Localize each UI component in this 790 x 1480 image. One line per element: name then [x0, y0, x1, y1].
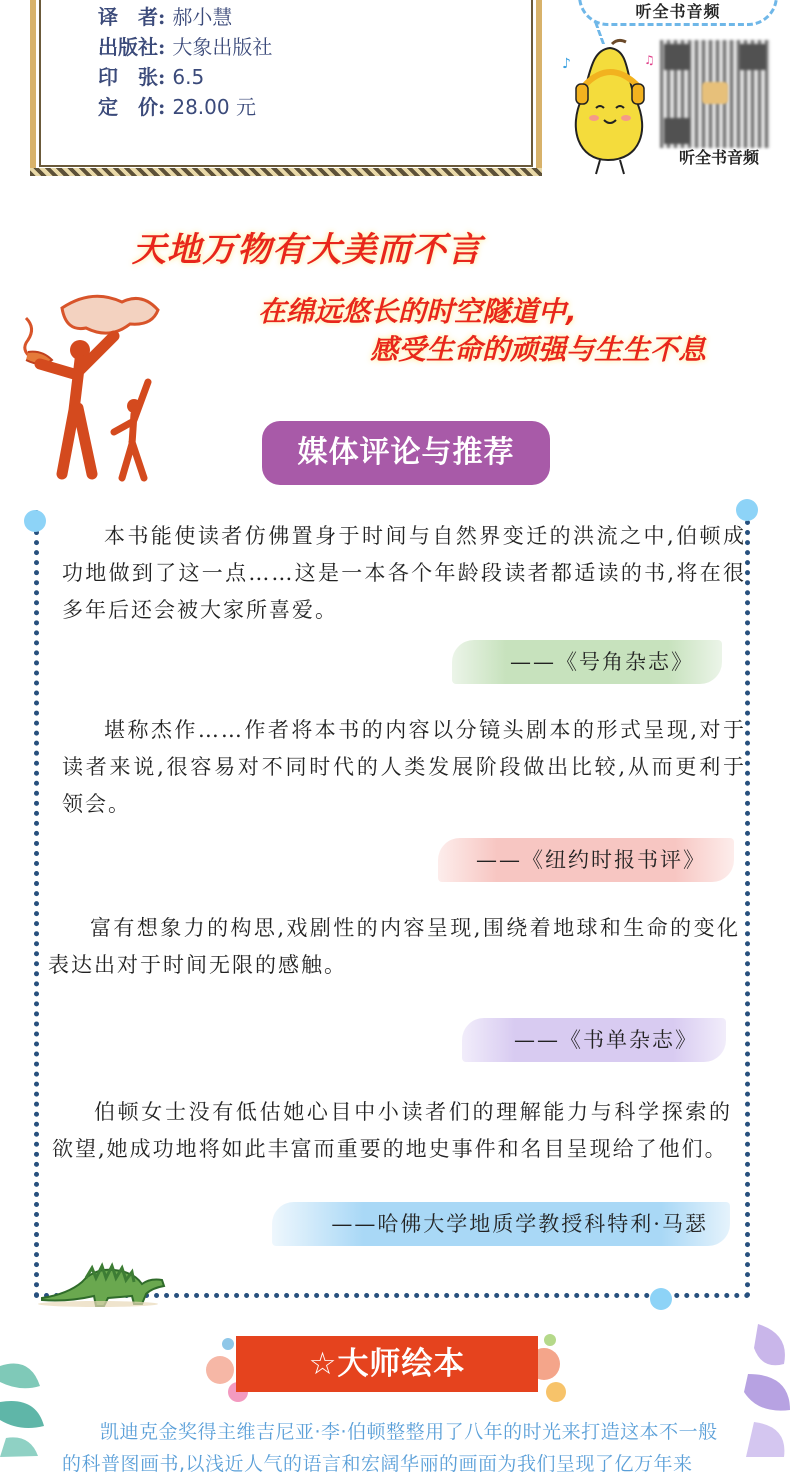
master-intro-paragraph: 凯迪克金奖得主维吉尼亚·李·伯顿整整用了八年的时光来打造这本不一般的科普图画书,以浅近人气的语言和宏阔华丽的画面为我们呈现了亿万年来	[62, 1421, 718, 1475]
review-paragraph: 富有想象力的构思,戏剧性的内容呈现,围绕着地球和生命的变化表达出对于时间无限的感触。	[48, 916, 740, 977]
review-source-4: ——哈佛大学地质学教授科特利·马瑟	[272, 1202, 730, 1246]
review-text-3	[48, 910, 740, 984]
info-value: 28.00 元	[172, 95, 256, 119]
master-picture-book-heading: ☆大师绘本	[236, 1336, 538, 1392]
frame-corner-dot	[650, 1288, 672, 1310]
frame-corner-dot	[24, 510, 46, 532]
slogan-line-1: 天地万物有大美而不言	[132, 230, 482, 270]
info-key: 定 价:	[98, 95, 166, 119]
info-line-publisher	[98, 32, 361, 62]
slogan-line-3: 感受生命的顽强与生生不息	[370, 333, 707, 366]
review-text-4	[52, 1094, 732, 1168]
info-key: 印 张:	[98, 65, 166, 89]
dancing-figures-illustration	[22, 278, 182, 488]
media-reviews-heading: 媒体评论与推荐	[262, 421, 550, 485]
review-paragraph: 堪称杰作……作者将本书的内容以分镜头剧本的形式呈现,对于读者来说,很容易对不同时代的人类发展阶段做出比较,从而更利于领会。	[62, 718, 746, 816]
info-line-price	[98, 92, 361, 122]
dinosaur-icon	[38, 1238, 168, 1308]
info-value: 大象出版社	[172, 35, 273, 59]
book-info-card	[30, 0, 542, 176]
svg-text:♫: ♫	[644, 53, 655, 67]
review-source-1: ——《号角杂志》	[452, 640, 722, 684]
info-key: 出版社:	[98, 35, 166, 59]
review-text-2	[62, 712, 746, 823]
info-line-sheets	[98, 62, 361, 92]
review-source-2: ——《纽约时报书评》	[438, 838, 734, 882]
review-paragraph: 伯顿女士没有低估她心目中小读者们的理解能力与科学探索的欲望,她成功地将如此丰富而重要的地史事件和名目呈现给了他们。	[52, 1100, 732, 1161]
review-text-1	[62, 518, 746, 629]
info-value: 郝小慧	[172, 5, 233, 29]
pear-mascot-icon	[560, 38, 660, 178]
qr-center-logo	[702, 82, 728, 104]
slogan-line-2: 在绵远悠长的时空隧道中,	[258, 295, 577, 328]
flower-decoration	[728, 1314, 790, 1457]
qr-caption: 听全书音频	[678, 148, 759, 167]
book-info-list	[98, 0, 361, 122]
review-source-3: ——《书单杂志》	[462, 1018, 726, 1062]
info-key: 译 者:	[98, 5, 166, 29]
bubble-text: 听全书音频	[635, 2, 721, 21]
review-paragraph: 本书能使读者仿佛置身于时间与自然界变迁的洪流之中,伯顿成功地做到了这一点……这是一本各个年龄段读者都适读的书,将在很多年后还会被大家所喜爱。	[62, 524, 746, 622]
leaf-decoration	[0, 1346, 60, 1457]
info-value: 6.5	[172, 65, 205, 89]
svg-text:♪: ♪	[562, 56, 571, 72]
info-line-translator	[98, 2, 361, 32]
